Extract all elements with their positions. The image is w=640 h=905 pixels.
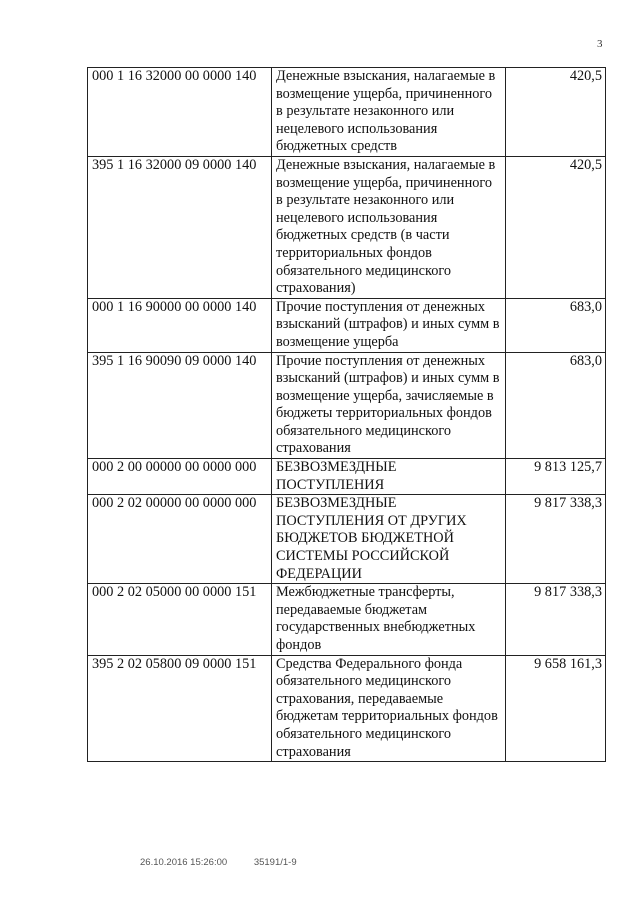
budget-code: 000 2 02 00000 00 0000 000 xyxy=(88,495,272,584)
budget-description: Средства Федерального фонда обязательного медицинского страхования, передаваемые бюджетам территориальных фондов обязательного медицинского страхования xyxy=(272,655,506,762)
table-row xyxy=(88,584,606,655)
page-number: 3 xyxy=(597,38,603,50)
budget-amount: 683,0 xyxy=(506,298,606,352)
budget-description: Прочие поступления от денежных взысканий (штрафов) и иных сумм в возмещение ущерба xyxy=(272,298,506,352)
budget-code: 395 1 16 90090 09 0000 140 xyxy=(88,352,272,459)
footer-timestamp: 26.10.2016 15:26:00 xyxy=(140,857,228,868)
budget-amount: 683,0 xyxy=(506,352,606,459)
budget-code: 000 1 16 90000 00 0000 140 xyxy=(88,298,272,352)
footer-document-id: 35191/1-9 xyxy=(253,857,297,868)
budget-code: 395 1 16 32000 09 0000 140 xyxy=(88,156,272,298)
budget-amount: 9 817 338,3 xyxy=(506,584,606,655)
budget-table xyxy=(87,67,606,762)
budget-code: 000 1 16 32000 00 0000 140 xyxy=(88,68,272,157)
budget-amount: 9 813 125,7 xyxy=(506,459,606,495)
budget-description: БЕЗВОЗМЕЗДНЫЕ ПОСТУПЛЕНИЯ xyxy=(272,459,506,495)
budget-amount: 9 658 161,3 xyxy=(506,655,606,762)
budget-description: БЕЗВОЗМЕЗДНЫЕ ПОСТУПЛЕНИЯ ОТ ДРУГИХ БЮДЖЕТОВ БЮДЖЕТНОЙ СИСТЕМЫ РОССИЙСКОЙ ФЕДЕРАЦИИ xyxy=(272,495,506,584)
budget-description: Межбюджетные трансферты, передаваемые бюджетам государственных внебюджетных фондов xyxy=(272,584,506,655)
document-footer xyxy=(140,857,321,868)
table-row xyxy=(88,68,606,157)
budget-description: Денежные взыскания, налагаемые в возмещение ущерба, причиненного в результате незаконного или нецелевого использования бюджетных средств (в части территориальных фондов обязательного медицинского страхования) xyxy=(272,156,506,298)
table-row xyxy=(88,459,606,495)
table-row xyxy=(88,352,606,459)
table-row xyxy=(88,156,606,298)
table-row xyxy=(88,298,606,352)
budget-description: Денежные взыскания, налагаемые в возмещение ущерба, причиненного в результате незаконного или нецелевого использования бюджетных средств xyxy=(272,68,506,157)
budget-amount: 420,5 xyxy=(506,156,606,298)
table-row xyxy=(88,495,606,584)
budget-amount: 9 817 338,3 xyxy=(506,495,606,584)
budget-code: 000 2 00 00000 00 0000 000 xyxy=(88,459,272,495)
budget-code: 000 2 02 05000 00 0000 151 xyxy=(88,584,272,655)
budget-code: 395 2 02 05800 09 0000 151 xyxy=(88,655,272,762)
table-row xyxy=(88,655,606,762)
budget-amount: 420,5 xyxy=(506,68,606,157)
budget-description: Прочие поступления от денежных взысканий (штрафов) и иных сумм в возмещение ущерба, зачисляемые в бюджеты территориальных фондов обязательного медицинского страхования xyxy=(272,352,506,459)
